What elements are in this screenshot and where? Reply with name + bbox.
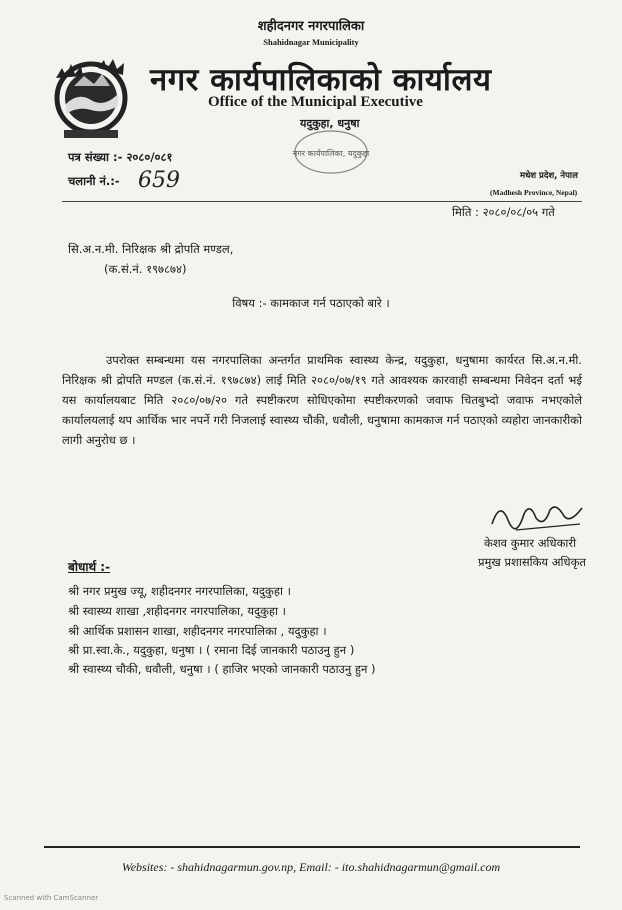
letter-date: मिति : २०८०/०८/०५ गते (452, 205, 555, 219)
letter-number-label: पत्र संख्या :- (68, 150, 123, 164)
cc-item: श्री स्वास्थ्य शाखा ,शहीदनगर नगरपालिका, यदुकुहा । (68, 604, 287, 618)
office-location: यदुकुहा, धनुषा (300, 117, 360, 130)
recipient-line-1: सि.अ.न.मी. निरिक्षक श्री द्रोपति मण्डल, (68, 242, 234, 256)
signatory-name: केशव कुमार अधिकारी (484, 536, 577, 550)
handwritten-signature (486, 494, 586, 534)
scanner-watermark: Scanned with CamScanner (4, 894, 99, 902)
letter-subject: विषय :- कामकाज गर्न पठाएको बारे । (232, 296, 390, 310)
nepal-emblem-logo (42, 48, 140, 140)
letter-body: उपरोक्त सम्बन्धमा यस नगरपालिका अन्तर्गत प्राथमिक स्वास्थ्य केन्द्र, यदुकुहा, धनुषामा कार्यरत सि.अ.न.मी. निरिक्षक श्री द्रोपति मण्डल (क.सं.नं. १९७८७४) लाई मिति २०८०/०७/१९ गते आवश्यक कारवाही सम्बन्धमा निवेदन दर्ता भई यस कार्यालयबाट मिति २०८०/०७/२० गते स्पष्टीकरण सोधिएकोमा स्पष्टीकरणको जवाफ चितबुभ्दो जवाफ नभएकोले कार्यालयलाई थप आर्थिक भार नपर्ने गरी निजलाई स्वास्थ्य चौकी, धवौली, धनुषामा कामकाज गर्न पठाएको व्यहोरा जानकारीको लागी अनुरोध छ । (62, 353, 582, 447)
header-divider (62, 201, 582, 202)
province-english: (Madhesh Province, Nepal) (490, 188, 578, 197)
office-title-english: Office of the Municipal Executive (208, 94, 423, 110)
stamp-text: नगर कार्यपालिका, यदुकुहा (292, 149, 370, 158)
province-nepali: मधेश प्रदेश, नेपाल (520, 171, 578, 181)
cc-heading: बोधार्थ :- (68, 560, 111, 574)
recipient-line-2: (क.सं.नं. १९७८७४) (104, 262, 187, 276)
letter-number-value: २०८०/०८१ (126, 150, 173, 164)
footer-contact: Websites: - shahidnagarmun.gov.np, Email: - ito.shahidnagarmun@gmail.com (121, 860, 501, 874)
letter-number (68, 150, 173, 165)
cc-item: श्री स्वास्थ्य चौकी, धवौली, धनुषा । ( हाजिर भएको जानकारी पठाउनु हुन ) (68, 662, 376, 676)
cc-item: श्री आर्थिक प्रशासन शाखा, शहीदनगर नगरपालिका , यदुकुहा । (68, 624, 327, 638)
municipality-name-english: Shahidnagar Municipality (263, 37, 359, 47)
dispatch-number-handwritten: 659 (138, 168, 180, 193)
municipality-name-nepali: शहीदनगर नगरपालिका (257, 19, 365, 34)
dispatch-number-label: चलानी नं.:- (68, 174, 120, 188)
cc-item: श्री नगर प्रमुख ज्यू, शहीदनगर नगरपालिका, यदुकुहा । (68, 584, 291, 598)
office-stamp (292, 128, 370, 176)
footer-divider (44, 846, 580, 848)
signatory-title: प्रमुख प्रशासकिय अधिकृत (478, 555, 586, 569)
cc-item: श्री प्रा.स्वा.के., यदुकुहा, धनुषा । ( रमाना दिई जानकारी पठाउनु हुन ) (68, 643, 355, 657)
office-title-nepali: नगर कार्यपालिकाको कार्यालय (150, 62, 492, 98)
